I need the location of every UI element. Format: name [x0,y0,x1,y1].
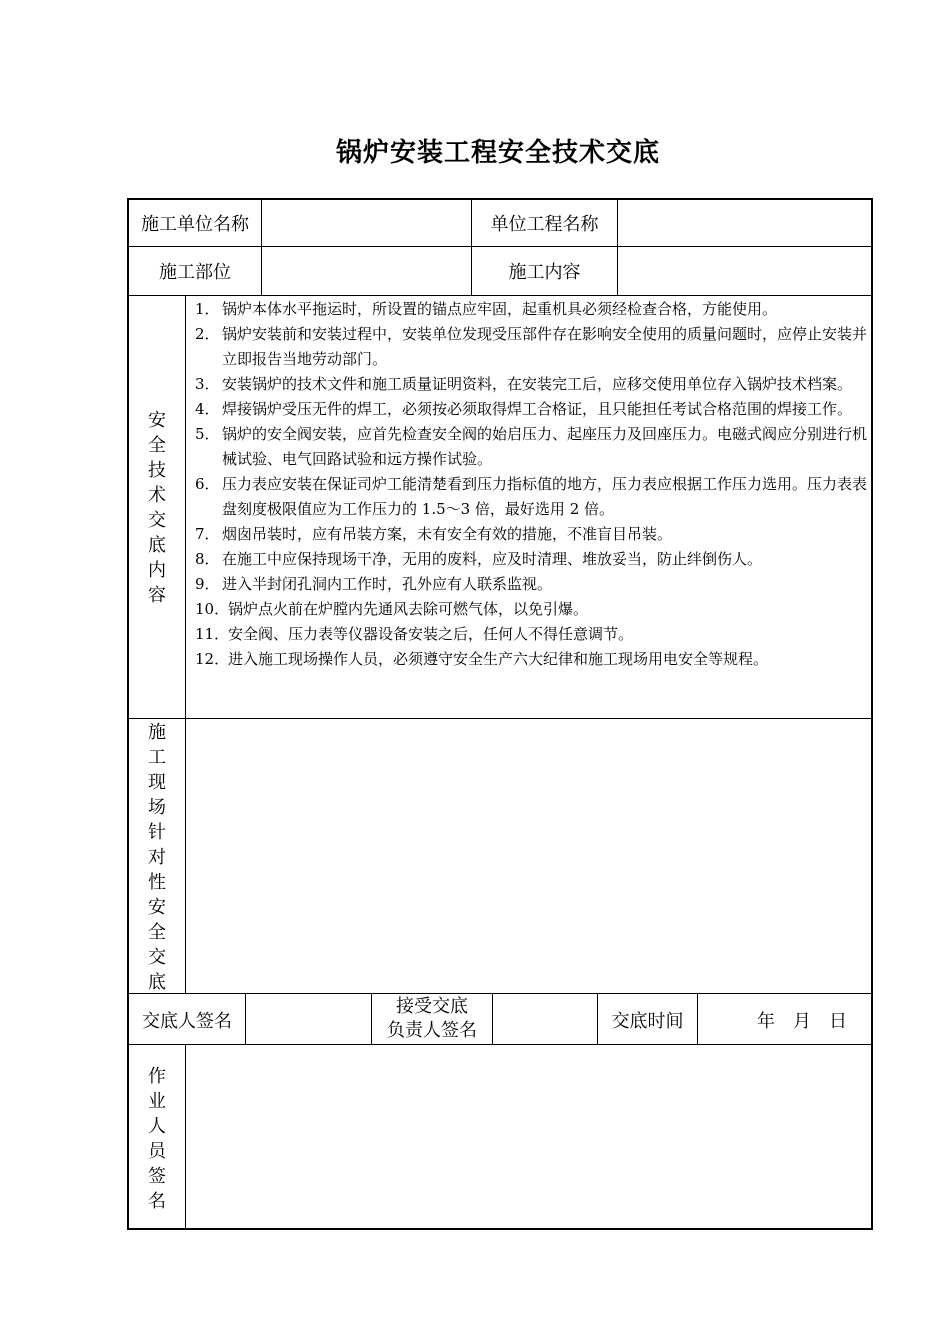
item-text: 焊接锅炉受压无件的焊工，必须按必须取得焊工合格证，且只能担任考试合格范围的焊接工作。 [222,400,853,418]
label-char: 容 [148,585,166,606]
row-divider [127,993,873,994]
site-section-label [129,720,185,995]
label-char: 性 [148,872,166,893]
label-char: 交 [148,510,166,531]
worker-signature-label [129,1064,185,1214]
unit-project-field[interactable] [618,200,871,246]
label-char: 名 [148,1191,166,1212]
list-item [195,397,867,422]
label-char: 员 [148,1141,166,1162]
item-number: 12． [195,650,230,668]
unit-project-label: 单位工程名称 [490,214,599,235]
item-number: 8． [195,550,220,568]
item-number: 9． [195,575,220,593]
label-char: 底 [148,535,166,556]
item-text: 锅炉安装前和安装过程中，安装单位发现受压部件存在影响安全使用的质量问题时，应停止安装并立即报告当地劳动部门。 [222,325,868,368]
item-number: 6． [195,475,220,493]
construction-part-field[interactable] [262,247,471,295]
label-char: 人 [148,1116,166,1137]
receiver-signature-field[interactable] [493,995,597,1044]
list-item [195,622,867,647]
item-number: 5． [195,425,220,443]
construction-content-field[interactable] [618,247,871,295]
label-char: 安 [148,897,166,918]
item-number: 11． [195,625,230,643]
label-char: 技 [148,460,166,481]
receiver-signature-label [372,993,492,1045]
label-char: 对 [148,847,166,868]
construction-part-label: 施工部位 [159,262,231,283]
label-char: 场 [148,797,166,818]
discloser-signature-field[interactable] [246,995,371,1044]
label-char: 内 [148,560,166,581]
label-char: 全 [148,435,166,456]
item-number: 4． [195,400,220,418]
item-number: 2． [195,325,220,343]
label-char: 现 [148,772,166,793]
disclosure-date-field[interactable]: 年 月 日 [757,1010,847,1032]
item-number: 3． [195,375,220,393]
col-divider [185,1044,186,1230]
receiver-label-line1: 接受交底 [396,996,468,1017]
item-text: 锅炉本体水平拖运时，所设置的锚点应牢固，起重机具必须经检查合格，方能使用。 [222,300,778,318]
list-item [195,547,867,572]
item-text: 进入半封闭孔洞内工作时，孔外应有人联系监视。 [222,575,553,593]
item-text: 进入施工现场操作人员，必须遵守安全生产六大纪律和施工现场用电安全等规程。 [228,650,769,668]
discloser-signature-label: 交底人签名 [142,1010,232,1032]
label-char: 工 [148,747,166,768]
label-char: 作 [148,1066,166,1087]
label-char: 安 [148,410,166,431]
list-item [195,472,867,522]
item-text: 烟囱吊装时，应有吊装方案，未有安全有效的措施，不准盲目吊装。 [222,525,673,543]
document-title: 锅炉安装工程安全技术交底 [335,138,660,168]
item-number: 7． [195,525,220,543]
row-divider [127,718,873,719]
row-divider [127,1044,873,1045]
col-divider [185,295,186,994]
item-text: 安装锅炉的技术文件和施工质量证明资料，在安装完工后，应移交使用单位存入锅炉技术档案。 [222,375,853,393]
construction-unit-label: 施工单位名称 [141,214,249,235]
list-item [195,322,867,372]
item-text: 锅炉的安全阀安装，应首先检查安全阀的始启压力、起座压力及回座压力。电磁式阀应分别进行机械试验、电气回路试验和远方操作试验。 [222,425,868,468]
list-item [195,597,867,622]
item-text: 压力表应安装在保证司炉工能清楚看到压力指标值的地方，压力表应根据工作压力选用。压力表表盘刻度极限值应为工作压力的 1.5～3 倍，最好选用 2 倍。 [222,475,868,518]
receiver-label-line2: 负责人签名 [387,1020,477,1041]
list-item [195,522,867,547]
label-char: 术 [148,485,166,506]
label-char: 业 [148,1091,166,1112]
item-text: 安全阀、压力表等仪器设备安装之后，任何人不得任意调节。 [228,625,634,643]
label-char: 施 [148,722,166,743]
item-number: 1． [195,300,220,318]
worker-signature-field[interactable] [187,1046,871,1228]
list-item [195,422,867,472]
construction-content-label: 施工内容 [508,262,581,283]
row-divider [127,295,873,296]
label-char: 交 [148,947,166,968]
label-char: 底 [148,972,166,993]
item-text: 在施工中应保持现场干净，无用的废料，应及时清理、堆放妥当，防止绊倒伤人。 [222,550,763,568]
item-text: 锅炉点火前在炉膛内先通风去除可燃气体，以免引爆。 [228,600,589,618]
list-item [195,647,867,672]
label-char: 针 [148,822,166,843]
item-number: 10． [195,600,230,618]
list-item [195,572,867,597]
site-disclosure-field[interactable] [187,720,871,992]
label-char: 签 [148,1166,166,1187]
list-item [195,297,867,322]
label-char: 全 [148,922,166,943]
safety-items-list [195,297,867,672]
list-item [195,372,867,397]
construction-unit-field[interactable] [262,200,471,246]
safety-section-label [129,408,185,608]
disclosure-time-label: 交底时间 [611,1010,684,1032]
